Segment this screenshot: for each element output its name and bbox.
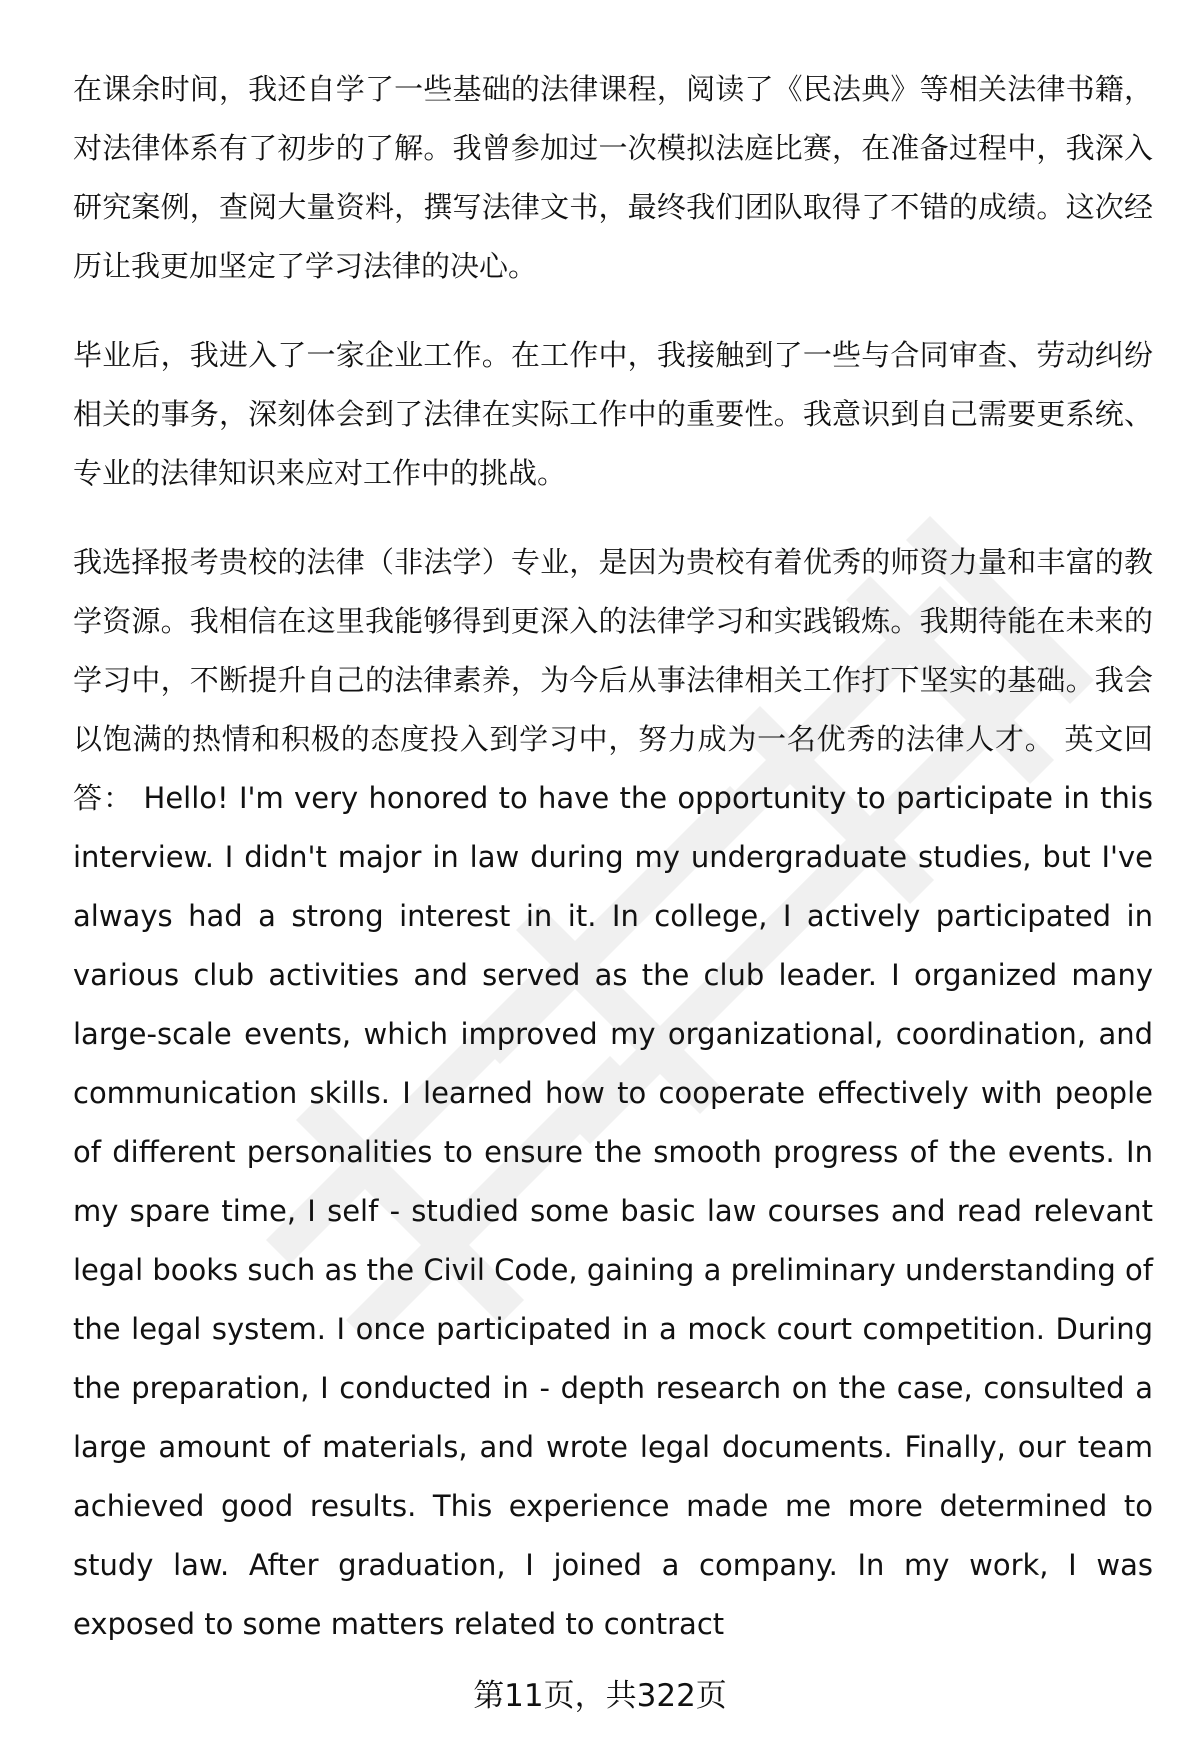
document-body — [73, 60, 1153, 1654]
paragraph-work-experience: 毕业后，我进入了一家企业工作。在工作中，我接触到了一些与合同审查、劳动纠纷相关的事务，深刻体会到了法律在实际工作中的重要性。我意识到自己需要更系统、专业的法律知识来应对工作中的挑战。 — [73, 338, 1153, 490]
paragraph-extracurricular-study: 在课余时间，我还自学了一些基础的法律课程，阅读了《民法典》等相关法律书籍，对法律体系有了初步的了解。我曾参加过一次模拟法庭比赛，在准备过程中，我深入研究案例，查阅大量资料，撰写法律文书，最终我们团队取得了不错的成绩。这次经历让我更加坚定了学习法律的决心。 — [73, 72, 1153, 283]
page-number-footer: 第11页，共322页 — [473, 1678, 727, 1714]
paragraph-motivation-and-english-answer: 我选择报考贵校的法律（非法学）专业，是因为贵校有着优秀的师资力量和丰富的教学资源。我相信在这里我能够得到更深入的法律学习和实践锻炼。我期待能在未来的学习中，不断提升自己的法律素养，为今后从事法律相关工作打下坚实的基础。我会以饱满的热情和积极的态度投入到学习中，努力成为一名优秀的法律人才。 英文回答： Hello! I'm very honored to have the opportunity to participate in this interview. I didn't major in law during my undergraduate studies, but I've always had a strong interest in it. In college, I actively participated in various club activities and served as the club leader. I organized many large-scale events, which improved my organizational, coordination, and communication skills. I learned how to cooperate effectively with people of different personalities to ensure the smooth progress of the events. In my spare time, I self - studied some basic law courses and read relevant legal books such as the Civil Code, gaining a preliminary understanding of the legal system. I once participated in a mock court competition. During the preparation, I conducted in - depth research on the case, consulted a large amount of materials, and wrote legal documents. Finally, our team achieved good results. This experience made me more determined to study law. After graduation, I joined a company. In my work, I was exposed to some matters related to contract — [73, 545, 1153, 1641]
